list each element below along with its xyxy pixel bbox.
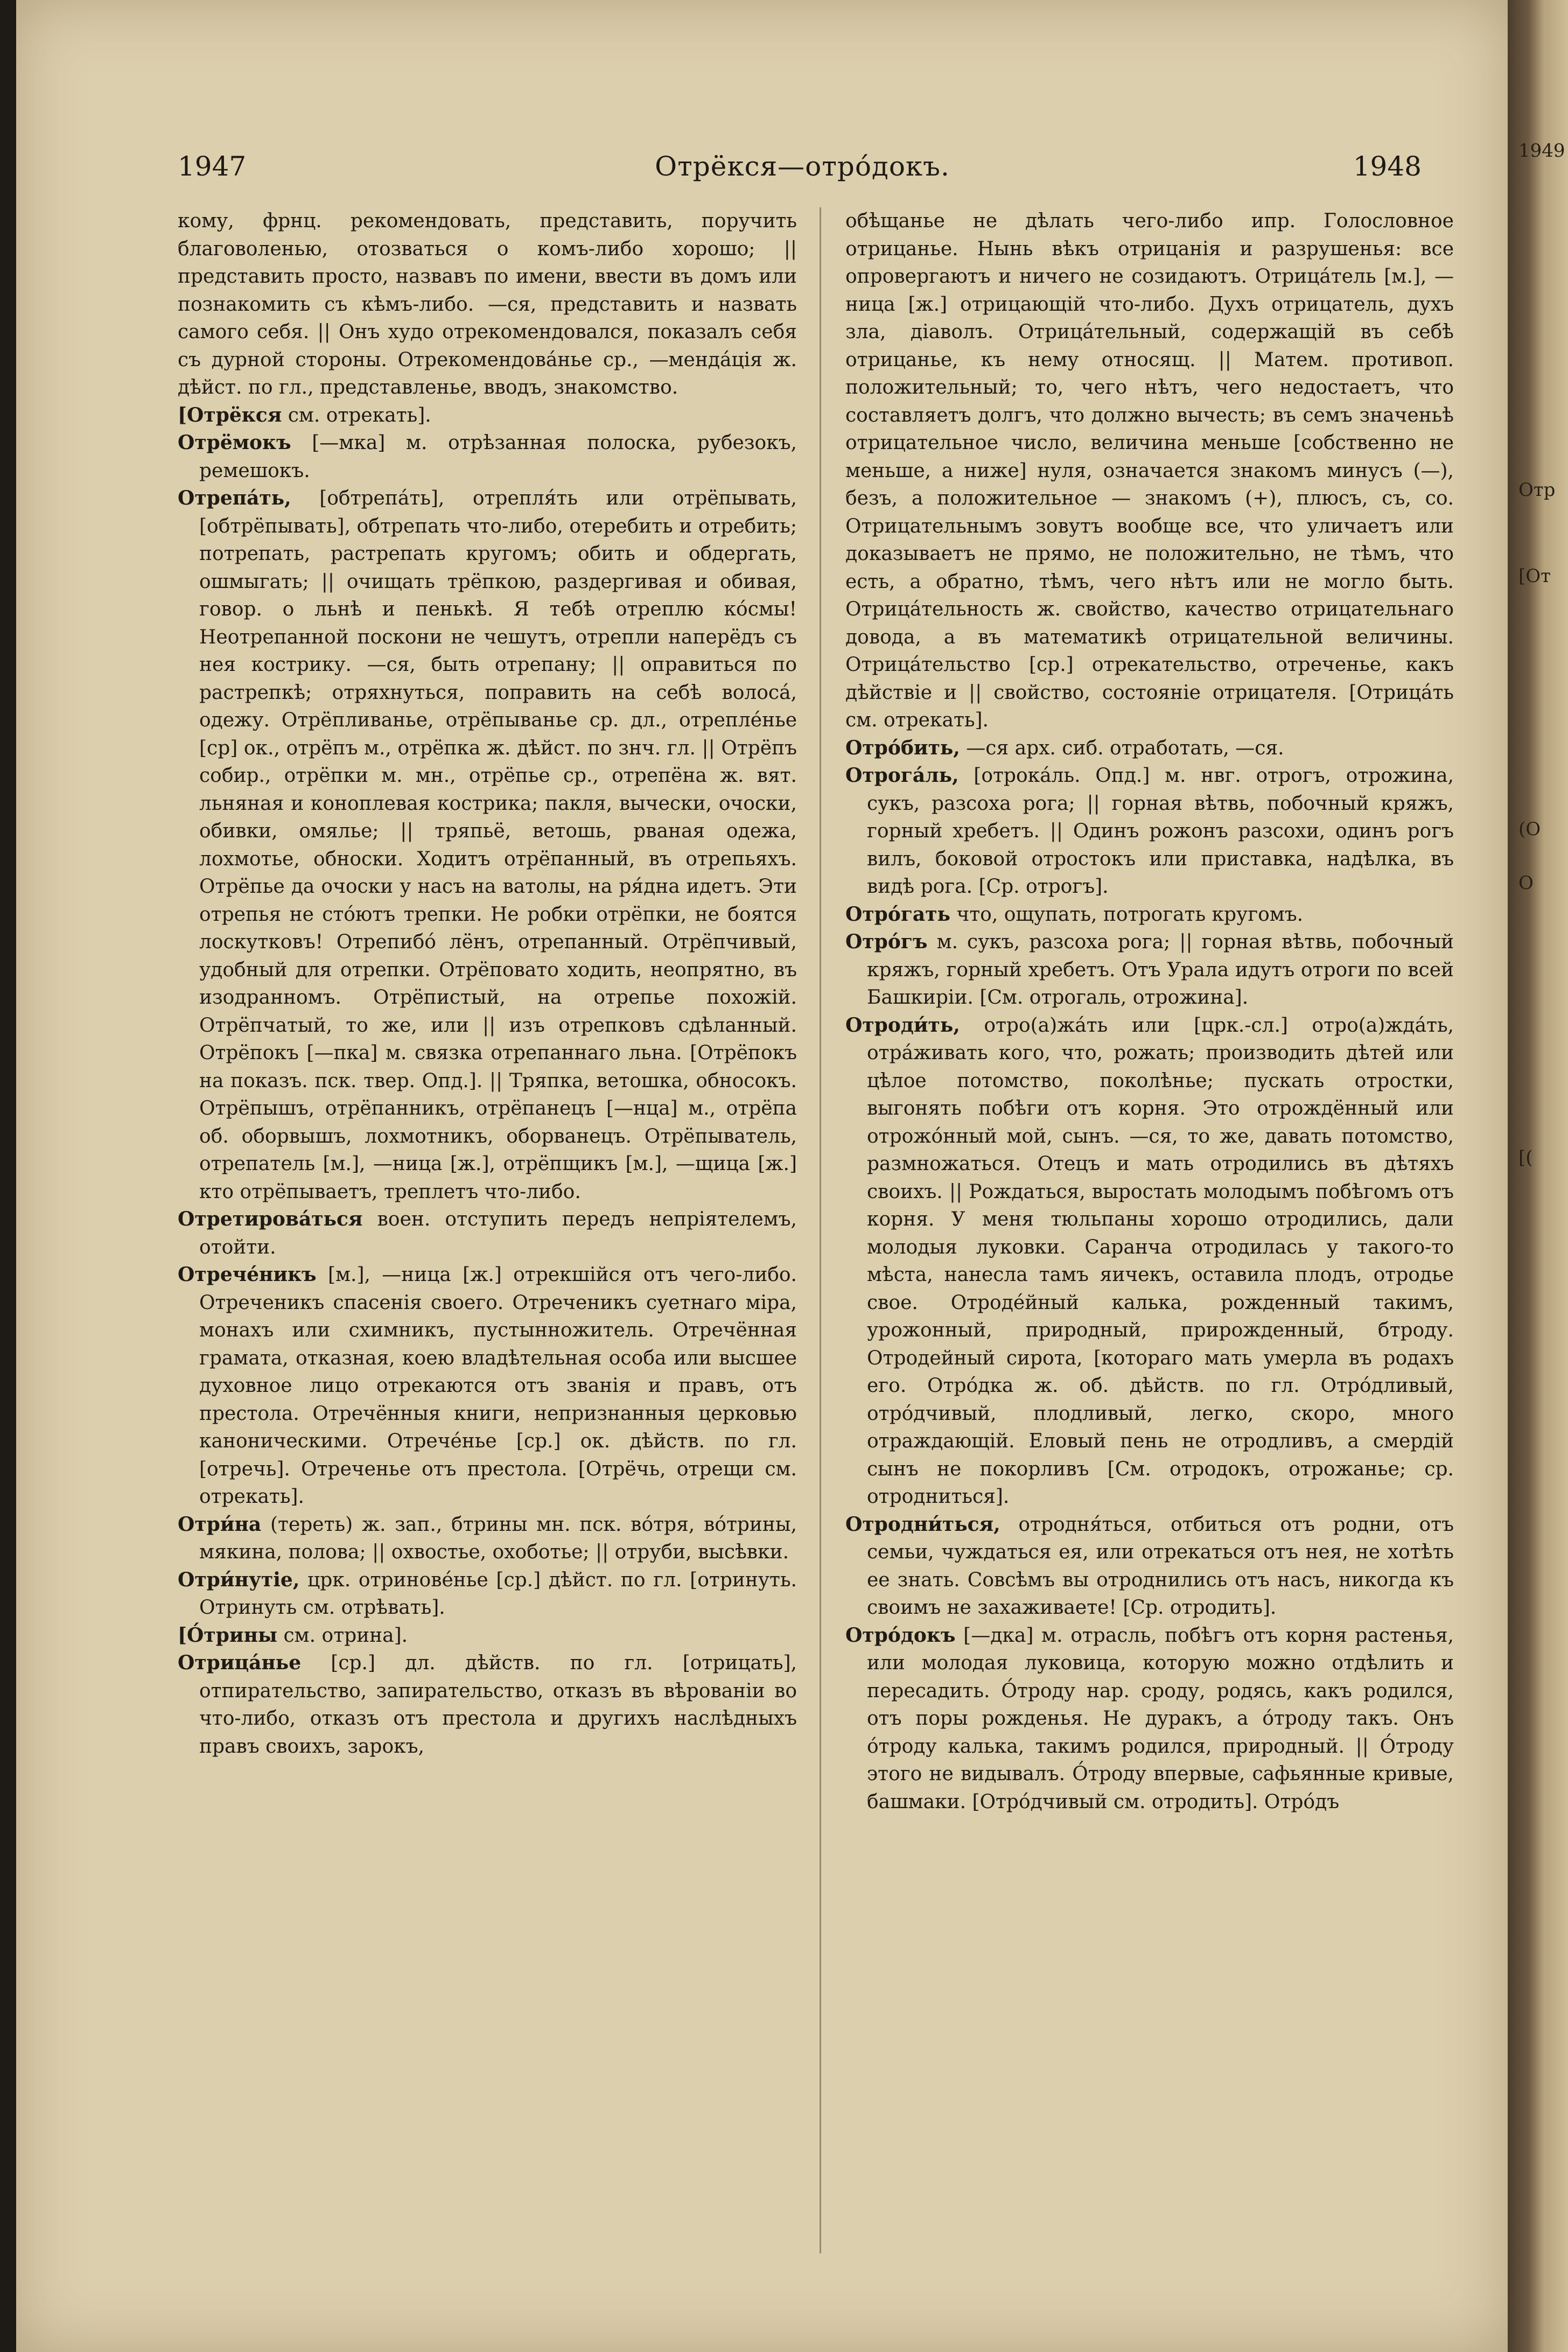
entry-text: отро(а)жа́ть или [црк.-сл.] отро(а)жда́ть, отра́живать кого, что, рожать; производить дѣтей или цѣлое потомство, поколѣнье; пускать отростки, выгонять побѣги отъ корня. Это отрождённый или отрожо́нный мой, сынъ. —ся, то же, давать потомство, размножаться. Отецъ и мать отродились въ дѣтяхъ своихъ. || Рождаться, выростать молодымъ побѣгомъ отъ корня. У меня тюльпаны хорошо отродились, дали молодыя луковки. Саранча отродилась у такого-то мѣста, нанесла тамъ яичекъ, оставила плодъ, отродье свое. Отродéйный калька, рожденный такимъ, урожонный, природный, прирожденный, бтроду. Отродейный сирота, [котораго мать умерла въ родахъ его. Отро́дка ж. об. дѣйств. по гл. Отро́дливый, отро́дчивый, плодливый, легко, скоро, много отраждающій. Еловый пень не отродливъ, а смердій сынъ не покорливъ [См. отродокъ, отрожанье; ср. отродниться].	[867, 1014, 1454, 1508]
book-binding-shadow	[0, 0, 16, 2352]
entry-text: [—мка] м. отрѣзанная полоска, рубезокъ, ремешокъ.	[199, 432, 797, 482]
entry-headword: Отрече́никъ	[178, 1263, 317, 1286]
entry-headword: Отрога́ль,	[845, 764, 959, 787]
dictionary-entry	[845, 1622, 1454, 1816]
dictionary-entry	[178, 207, 797, 402]
entry-text: что, ощупать, потрогать кругомъ.	[956, 903, 1304, 926]
entry-headword: Отретирова́ться	[178, 1208, 363, 1230]
page-number-left: 1947	[178, 151, 247, 182]
entry-headword: Отро́гъ	[845, 930, 928, 953]
entry-headword: Отро́бить,	[845, 736, 960, 759]
dictionary-entry	[178, 1622, 797, 1650]
entry-text: [отрока́ль. Опд.] м. нвг. отрогъ, отрожина, сукъ, разсоха рога; || горная вѣтвь, побочный кряжъ, горный хребетъ. || Одинъ рожонъ разсохи, одинъ рогъ вилъ, боковой отростокъ или приставка, надѣлка, въ видѣ рога. [Ср. отрогъ].	[867, 765, 1454, 898]
entry-headword: Отри́нутіе,	[178, 1568, 300, 1591]
left-column	[178, 207, 797, 2270]
dictionary-entry	[845, 207, 1454, 734]
margin-fragment: О	[1518, 872, 1534, 894]
entry-headword: Отри́на	[178, 1513, 262, 1536]
margin-fragment: [(	[1518, 1147, 1533, 1168]
running-title: Отрёкся—отро́докъ.	[655, 151, 950, 182]
dictionary-entry	[178, 429, 797, 485]
dictionary-entry	[845, 1511, 1454, 1622]
dictionary-entry	[845, 734, 1454, 762]
dictionary-entry	[178, 1649, 797, 1760]
entry-headword: Отродни́ться,	[845, 1513, 1000, 1536]
entry-text: см. отрекать].	[288, 404, 431, 426]
right-column	[845, 207, 1454, 2270]
entry-headword: Отро́гать	[845, 902, 950, 926]
entry-headword: Отрепа́ть,	[178, 487, 291, 509]
entry-text: [м.], —ница [ж.] отрекшійся отъ чего-либо. Отреченикъ спасенія своего. Отреченикъ суетнаго міра, монахъ или схимникъ, пустынножитель. Отречённая грамата, отказная, коею владѣтельная особа или высшее духовное лицо отрекаются отъ званія и правъ, отъ престола. Отречённыя книги, непризнанныя церковью каноническими. Отрече́нье [ср.] ок. дѣйств. по гл. [отречь]. Отреченье отъ престола. [Отрёчь, отрещи см. отрекать].	[199, 1264, 797, 1508]
dictionary-entry	[178, 485, 797, 1206]
entry-text: воен. отступить передъ непріятелемъ, отойти.	[199, 1208, 797, 1258]
dictionary-entry	[178, 402, 797, 430]
dictionary-entry	[845, 762, 1454, 901]
entry-text: см. отрина].	[283, 1624, 408, 1647]
margin-fragment: 1949	[1518, 140, 1565, 162]
entry-headword: [Отрёкся	[178, 403, 282, 426]
page-number-right: 1948	[1353, 151, 1422, 182]
entry-text: [ср.] дл. дѣйств. по гл. [отрицать], отпирательство, запирательство, отказъ въ вѣрованіи во что-либо, отказъ отъ престола и другихъ наслѣдныхъ правъ своихъ, зарокъ,	[199, 1652, 797, 1758]
entry-headword: [О́трины	[178, 1623, 278, 1647]
margin-fragment: Отр	[1518, 479, 1556, 501]
entry-text: кому, фрнц. рекомендовать, представить, поручить благоволенью, отозваться о комъ-либо хорошо; || представить просто, назвавъ по имени, ввести въ домъ или познакомить съ кѣмъ-либо. —ся, представить и назвать самого себя. || Онъ худо отрекомендовался, показалъ себя съ дурной стороны. Отрекомендова́нье ср., —менда́ція ж. дѣйст. по гл., представленье, вводъ, знакомство.	[178, 210, 797, 398]
dictionary-page	[16, 0, 1508, 2352]
entry-text: м. сукъ, разсоха рога; || горная вѣтвь, побочный кряжъ, горный хребетъ. Отъ Урала идутъ отроги по всей Башкиріи. [См. отрогаль, отрожина].	[867, 931, 1454, 1009]
entry-text: црк. отриновéнье [ср.] дѣйст. по гл. [отринуть. Отринуть см. отрѣвать].	[199, 1569, 797, 1619]
dictionary-entry	[845, 928, 1454, 1012]
entry-text: —ся арх. сиб. отработать, —ся.	[966, 737, 1284, 759]
dictionary-entry	[178, 1511, 797, 1566]
dictionary-entry	[845, 1012, 1454, 1511]
margin-fragment: (О	[1518, 818, 1541, 840]
dictionary-entry	[845, 901, 1454, 929]
column-divider	[820, 207, 821, 2253]
entry-headword: Отро́докъ	[845, 1623, 956, 1647]
entry-headword: Отрица́нье	[178, 1651, 302, 1674]
dictionary-entry	[178, 1566, 797, 1622]
entry-text: (тереть) ж. зап., бтрины мн. пск. во́тря, во́трины, мякина, полова; || охвостье, охоботье; || отруби, высѣвки.	[199, 1513, 797, 1563]
entry-text: обѣщанье не дѣлать чего-либо ипр. Голословное отрицанье. Нынь вѣкъ отрицанія и разрушенья: все опровергаютъ и ничего не созидаютъ. Отрица́тель [м.], —ница [ж.] отрицающій что-либо. Духъ отрицатель, духъ зла, діаволъ. Отрица́тельный, содержащій въ себѣ отрицанье, къ нему относящ. || Матем. противоп. положительный; то, чего нѣтъ, чего недостаетъ, что составляетъ долгъ, что должно вычесть; въ семъ значеньѣ отрицательное число, величина меньше [собственно не меньше, а ниже] нуля, означается знакомъ минусъ (—), безъ, а положительное — знакомъ (+), плюсъ, съ, со. Отрицательнымъ зовутъ вообще все, что уличаетъ или доказываетъ не прямо, не положительно, не тѣмъ, что есть, а обратно, тѣмъ, чего нѣтъ или не могло быть. Отрица́тельность ж. свойство, качество отрицательнаго довода, а въ математикѣ отрицательной величины. Отрица́тельство [ср.] отрекательство, отреченье, какъ дѣйствіе и || свойство, состояніе отрицателя. [Отрица́ть см. отрекать].	[845, 210, 1454, 731]
page-header	[162, 151, 1443, 194]
entry-text: [—дка] м. отрасль, побѣгъ отъ корня растенья, или молодая луковица, которую можно отдѣлить и пересадить. О́троду нар. сроду, родясь, какъ родился, отъ поры рожденья. Не дуракъ, а о́троду такъ. Онъ о́троду калька, такимъ родился, природный. || О́троду этого не видывалъ. О́троду впервые, сафьянные кривые, башмаки. [Отро́дчивый см. отродить]. Отро́дъ	[867, 1624, 1454, 1813]
margin-fragment: [От	[1518, 565, 1551, 587]
entry-headword: Отрёмокъ	[178, 431, 291, 454]
dictionary-entry	[178, 1206, 797, 1261]
entry-text: отродня́ться, отбиться отъ родни, отъ семьи, чуждаться ея, или отрекаться отъ нея, не хотѣть ее знать. Совсѣмъ вы отроднились отъ насъ, никогда къ своимъ не захаживаете! [Ср. отродить].	[867, 1513, 1454, 1619]
entry-text: [обтрепа́ть], отрепля́ть или отрёпывать, [обтрёпывать], обтрепать что-либо, отеребить и отребить; потрепать, растрепать кругомъ; обить и обдергать, ошмыгать; || очищать трёпкою, раздергивая и обивая, говор. о льнѣ и пенькѣ. Я тебѣ отреплю ко́смы! Неотрепанной поскони не чешутъ, отрепли наперёдъ съ нея кострику. —ся, быть отрепану; || оправиться по растрепкѣ; отряхнуться, поправить на себѣ волоса́, одежу. Отрёпливанье, отрёпыванье ср. дл., отрепле́нье [ср] ок., отрёпъ м., отрёпка ж. дѣйст. по знч. гл. || Отрёпъ собир., отрёпки м. мн., отрёпье ср., отрепёна ж. вят. льняная и коноплевая кострика; пакля, вычески, очоски, обивки, омялье; || тряпьё, ветошь, рваная одежа, лохмотье, обноски. Ходитъ отрёпанный, въ отрепьяхъ. Отрёпье да очоски у насъ на ватолы, на ря́дна идетъ. Эти отрепья не сто́ютъ трепки. Не робки отрёпки, не боятся лоскутковъ! Отрепибо́ лёнъ, отрепанный. Отрёпчивый, удобный для отрепки. Отрёповато ходить, неопрятно, въ изодранномъ. Отрёпистый, на отрепье похожій. Отрёпчатый, то же, или || изъ отрепковъ сдѣланный. Отрёпокъ [—пка] м. связка отрепаннаго льна. [Отрёпокъ на показъ. пск. твер. Опд.]. || Тряпка, ветошка, обносокъ. Отрёпышъ, отрёпанникъ, отрёпанецъ [—нца] м., отрёпа об. оборвышъ, лохмотникъ, оборванецъ. Отрёпыватель, отрепатель [м.], —ница [ж.], отрёпщикъ [м.], —щица [ж.] кто отрёпываетъ, треплетъ что-либо.	[199, 487, 797, 1203]
entry-headword: Отроди́ть,	[845, 1013, 960, 1037]
next-page-fragments	[1518, 124, 1565, 1739]
dictionary-entry	[178, 1261, 797, 1511]
